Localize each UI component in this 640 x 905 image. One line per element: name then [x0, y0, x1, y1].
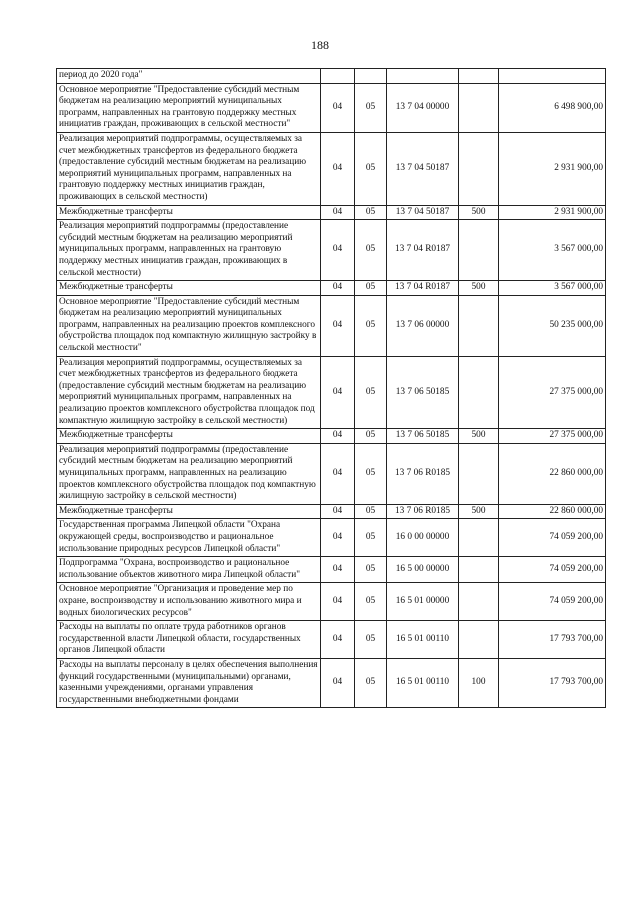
expense-type-code-cell: [459, 356, 499, 429]
expense-type-code-cell: [459, 295, 499, 356]
row-name-cell: Межбюджетные трансферты: [57, 429, 321, 444]
budget-table: [56, 68, 606, 708]
target-article-code-cell: 13 7 06 00000: [387, 295, 459, 356]
section-code-cell: 04: [321, 443, 355, 504]
amount-cell: 17 793 700,00: [499, 658, 606, 707]
amount-cell: 74 059 200,00: [499, 557, 606, 583]
row-name-cell: Основное мероприятие "Организация и проведение мер по охране, воспроизводству и использованию животного мира и водных биологических ресурсов": [57, 583, 321, 621]
expense-type-code-cell: 500: [459, 429, 499, 444]
expense-type-code-cell: [459, 583, 499, 621]
expense-type-code-cell: [459, 443, 499, 504]
expense-type-code-cell: [459, 220, 499, 281]
row-name-cell: период до 2020 года": [57, 69, 321, 84]
row-name-cell: Реализация мероприятий подпрограммы, осуществляемых за счет межбюджетных трансфертов из федерального бюджета (предоставление субсидий местным бюджетам на реализацию мероприятий муниципальных программ, направленных на реализацию проектов комплексного обустройства площадок под компактную жилищную застройку в сельской местности): [57, 356, 321, 429]
page-number: 188: [311, 38, 329, 52]
row-name-cell: Реализация мероприятий подпрограммы, осуществляемых за счет межбюджетных трансфертов из федерального бюджета (предоставление субсидий местным бюджетам на реализацию мероприятий муниципальных программ, направленных на грантовую поддержку местных инициатив граждан, проживающих в сельской местности): [57, 132, 321, 205]
expense-type-code-cell: [459, 519, 499, 557]
amount-cell: [499, 69, 606, 84]
table-row: [57, 83, 606, 132]
table-row: [57, 295, 606, 356]
table-row: [57, 583, 606, 621]
subsection-code-cell: 05: [355, 429, 387, 444]
section-code-cell: 04: [321, 621, 355, 659]
row-name-cell: Реализация мероприятий подпрограммы (предоставление субсидий местным бюджетам на реализацию мероприятий муниципальных программ, направленных на реализацию проектов комплексного обустройства площадок под компактную жилищную застройку в сельской местности): [57, 443, 321, 504]
amount-cell: 74 059 200,00: [499, 583, 606, 621]
table-row: [57, 281, 606, 296]
target-article-code-cell: 13 7 04 R0187: [387, 220, 459, 281]
subsection-code-cell: 05: [355, 205, 387, 220]
subsection-code-cell: 05: [355, 443, 387, 504]
expense-type-code-cell: 500: [459, 281, 499, 296]
table-row: [57, 205, 606, 220]
row-name-cell: Подпрограмма "Охрана, воспроизводство и рациональное использование объектов животного мира Липецкой области": [57, 557, 321, 583]
subsection-code-cell: 05: [355, 557, 387, 583]
table-row: [57, 356, 606, 429]
subsection-code-cell: [355, 69, 387, 84]
target-article-code-cell: 13 7 04 50187: [387, 205, 459, 220]
section-code-cell: 04: [321, 220, 355, 281]
amount-cell: 2 931 900,00: [499, 205, 606, 220]
subsection-code-cell: 05: [355, 504, 387, 519]
subsection-code-cell: 05: [355, 658, 387, 707]
section-code-cell: 04: [321, 295, 355, 356]
amount-cell: 27 375 000,00: [499, 356, 606, 429]
amount-cell: 22 860 000,00: [499, 443, 606, 504]
target-article-code-cell: 13 7 06 50185: [387, 356, 459, 429]
section-code-cell: 04: [321, 132, 355, 205]
subsection-code-cell: 05: [355, 583, 387, 621]
row-name-cell: Основное мероприятие "Предоставление субсидий местным бюджетам на реализацию мероприятий муниципальных программ, направленных на грантовую поддержку местных инициатив граждан, проживающих в сельской местности": [57, 83, 321, 132]
target-article-code-cell: 13 7 04 R0187: [387, 281, 459, 296]
row-name-cell: Межбюджетные трансферты: [57, 504, 321, 519]
subsection-code-cell: 05: [355, 281, 387, 296]
table-row: [57, 519, 606, 557]
table-row: [57, 429, 606, 444]
expense-type-code-cell: [459, 557, 499, 583]
amount-cell: 3 567 000,00: [499, 220, 606, 281]
section-code-cell: 04: [321, 557, 355, 583]
table-row: [57, 557, 606, 583]
row-name-cell: Государственная программа Липецкой области "Охрана окружающей среды, воспроизводство и рациональное использование природных ресурсов Липецкой области": [57, 519, 321, 557]
section-code-cell: 04: [321, 356, 355, 429]
target-article-code-cell: 13 7 04 50187: [387, 132, 459, 205]
section-code-cell: 04: [321, 205, 355, 220]
row-name-cell: Основное мероприятие "Предоставление субсидий местным бюджетам на реализацию мероприятий муниципальных программ, направленных на реализацию проектов комплексного обустройства площадок под компактную жилищную застройку в сельской местности": [57, 295, 321, 356]
target-article-code-cell: 13 7 04 00000: [387, 83, 459, 132]
amount-cell: 27 375 000,00: [499, 429, 606, 444]
table-row: [57, 658, 606, 707]
target-article-code-cell: 13 7 06 R0185: [387, 504, 459, 519]
subsection-code-cell: 05: [355, 220, 387, 281]
amount-cell: 3 567 000,00: [499, 281, 606, 296]
section-code-cell: 04: [321, 504, 355, 519]
row-name-cell: Расходы на выплаты персоналу в целях обеспечения выполнения функций государственными (муниципальными) органами, казенными учреждениями, органами управления государственными внебюджетными фондами: [57, 658, 321, 707]
expense-type-code-cell: [459, 621, 499, 659]
section-code-cell: 04: [321, 429, 355, 444]
table-row: [57, 504, 606, 519]
target-article-code-cell: 13 7 06 R0185: [387, 443, 459, 504]
section-code-cell: 04: [321, 519, 355, 557]
table-row: [57, 443, 606, 504]
table-row: [57, 220, 606, 281]
table-row: [57, 621, 606, 659]
expense-type-code-cell: 100: [459, 658, 499, 707]
expense-type-code-cell: [459, 132, 499, 205]
expense-type-code-cell: [459, 69, 499, 84]
amount-cell: 74 059 200,00: [499, 519, 606, 557]
amount-cell: 50 235 000,00: [499, 295, 606, 356]
amount-cell: 22 860 000,00: [499, 504, 606, 519]
subsection-code-cell: 05: [355, 83, 387, 132]
table-row: [57, 132, 606, 205]
target-article-code-cell: 16 5 01 00110: [387, 621, 459, 659]
amount-cell: 17 793 700,00: [499, 621, 606, 659]
expense-type-code-cell: [459, 83, 499, 132]
row-name-cell: Межбюджетные трансферты: [57, 281, 321, 296]
expense-type-code-cell: 500: [459, 504, 499, 519]
budget-table-body: [57, 69, 606, 708]
amount-cell: 2 931 900,00: [499, 132, 606, 205]
subsection-code-cell: 05: [355, 356, 387, 429]
subsection-code-cell: 05: [355, 295, 387, 356]
table-row: [57, 69, 606, 84]
amount-cell: 6 498 900,00: [499, 83, 606, 132]
section-code-cell: 04: [321, 658, 355, 707]
subsection-code-cell: 05: [355, 132, 387, 205]
subsection-code-cell: 05: [355, 621, 387, 659]
target-article-code-cell: 16 5 00 00000: [387, 557, 459, 583]
section-code-cell: 04: [321, 583, 355, 621]
section-code-cell: 04: [321, 281, 355, 296]
target-article-code-cell: 16 0 00 00000: [387, 519, 459, 557]
expense-type-code-cell: 500: [459, 205, 499, 220]
section-code-cell: [321, 69, 355, 84]
subsection-code-cell: 05: [355, 519, 387, 557]
section-code-cell: 04: [321, 83, 355, 132]
target-article-code-cell: 16 5 01 00110: [387, 658, 459, 707]
target-article-code-cell: 13 7 06 50185: [387, 429, 459, 444]
target-article-code-cell: 16 5 01 00000: [387, 583, 459, 621]
row-name-cell: Расходы на выплаты по оплате труда работников органов государственной власти Липецкой области, государственных органов Липецкой области: [57, 621, 321, 659]
row-name-cell: Межбюджетные трансферты: [57, 205, 321, 220]
target-article-code-cell: [387, 69, 459, 84]
row-name-cell: Реализация мероприятий подпрограммы (предоставление субсидий местным бюджетам на реализацию мероприятий муниципальных программ, направленных на грантовую поддержку местных инициатив граждан, проживающих в сельской местности): [57, 220, 321, 281]
